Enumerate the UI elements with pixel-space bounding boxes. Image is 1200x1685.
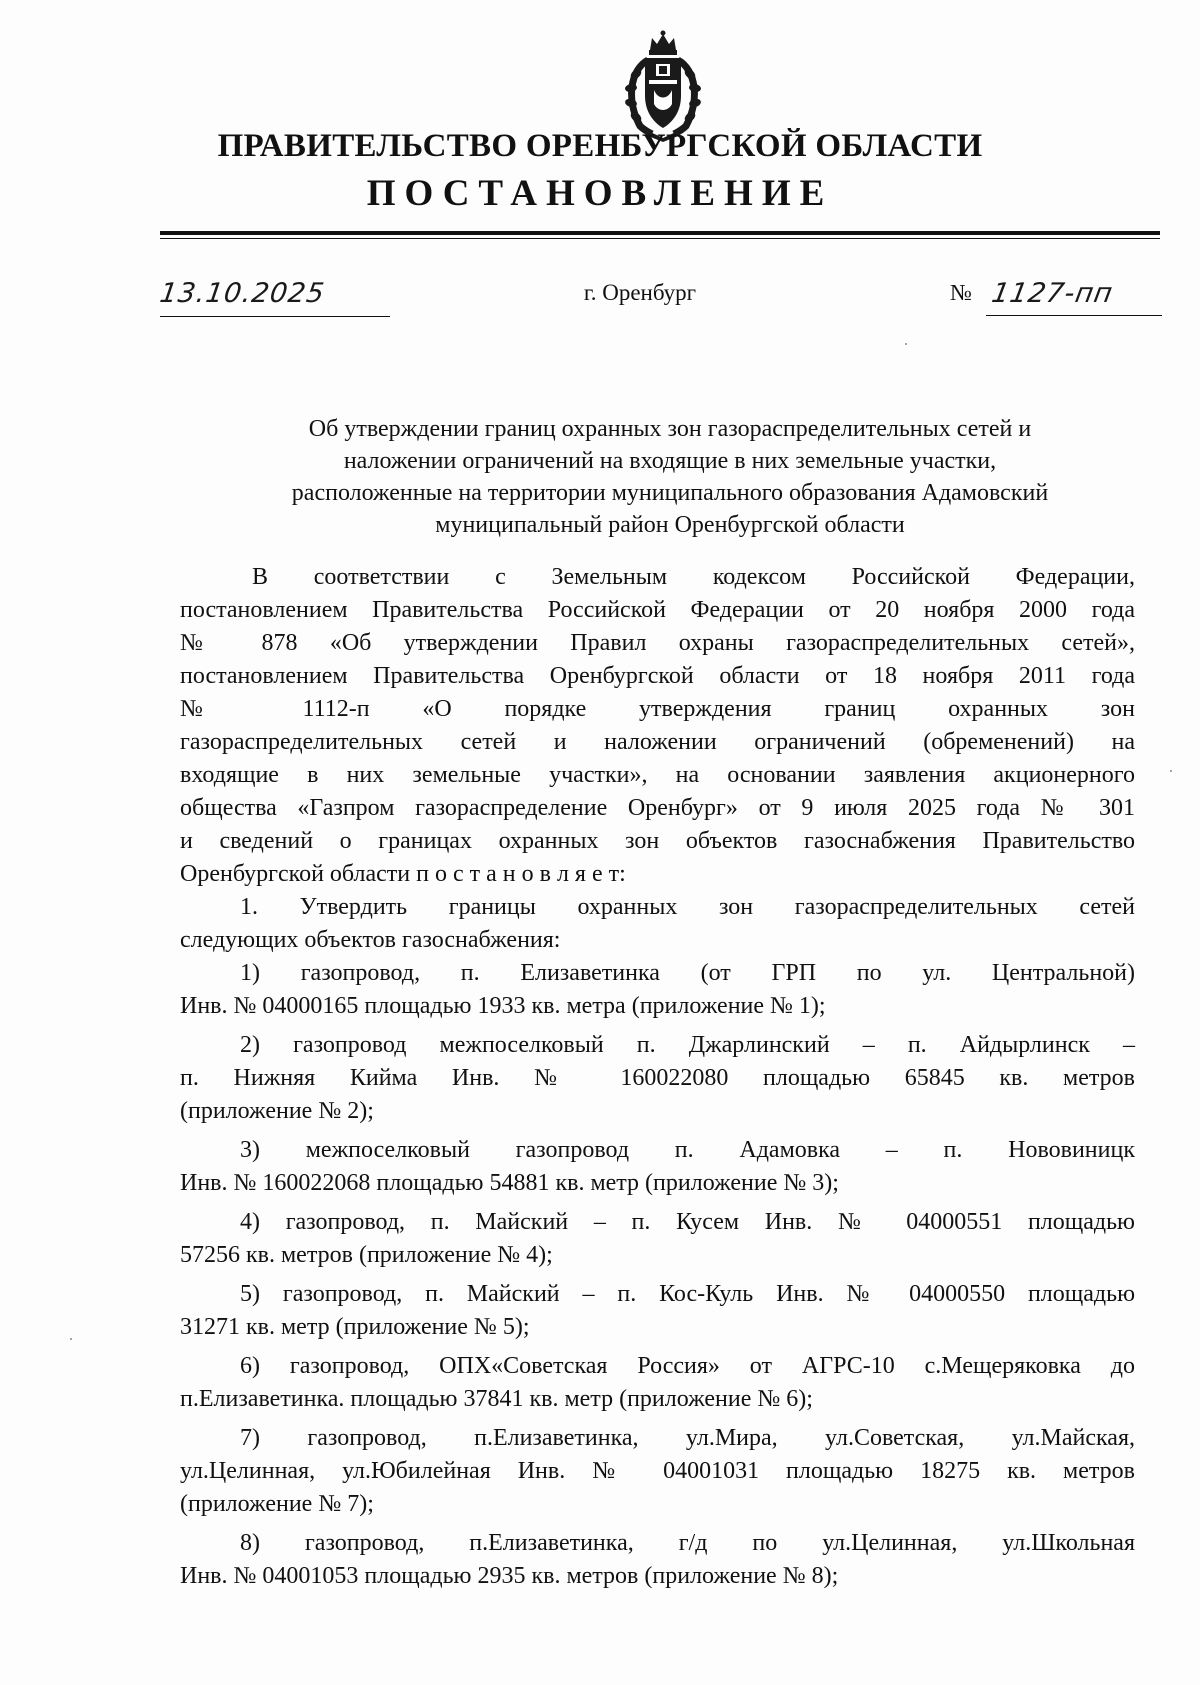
- item-1-line: 1. Утвердить границы охранных зон газораспределительных сетей: [240, 894, 1135, 920]
- preamble-line: входящие в них земельные участки», на основании заявления акционерного: [180, 762, 1135, 788]
- decree-subject: [180, 413, 1160, 541]
- subitem-line: 31271 кв. метр (приложение № 5);: [180, 1314, 530, 1340]
- preamble-line: и сведений о границах охранных зон объектов газоснабжения Правительство: [180, 828, 1135, 854]
- subitem-line: (приложение № 2);: [180, 1098, 374, 1124]
- subitem-line: 2) газопровод межпоселковый п. Джарлинский – п. Айдырлинск –: [240, 1032, 1135, 1058]
- header-rule-thin: [160, 238, 1160, 239]
- decree-date: 13.10.2025: [157, 278, 327, 309]
- decree-preamble: [180, 561, 1135, 1593]
- government-name: ПРАВИТЕЛЬСТВО ОРЕНБУРГСКОЙ ОБЛАСТИ: [217, 128, 983, 164]
- subitem-line: (приложение № 7);: [180, 1491, 374, 1517]
- subitem-line: Инв. № 160022068 площадью 54881 кв. метр (приложение № 3);: [180, 1170, 839, 1196]
- subitem-line: 57256 кв. метров (приложение № 4);: [180, 1242, 553, 1268]
- header-rule-thick: [160, 231, 1160, 235]
- subitem-line: п. Нижняя Кийма Инв. № 160022080 площадью 65845 кв. метров: [180, 1065, 1135, 1091]
- subject-line: Об утверждении границ охранных зон газораспределительных сетей и: [308, 416, 1032, 442]
- subitem-line: 7) газопровод, п.Елизаветинка, ул.Мира, ул.Советская, ул.Майская,: [240, 1425, 1135, 1451]
- decree-city: г. Оренбург: [583, 280, 697, 305]
- subject-line: расположенные на территории муниципального образования Адамовский: [291, 480, 1049, 506]
- preamble-line: № 1112-п «О порядке утверждения границ охранных зон: [180, 696, 1135, 722]
- preamble-line: постановлением Правительства Российской Федерации от 20 ноября 2000 года: [180, 597, 1135, 623]
- decree-number-label: №: [950, 280, 972, 305]
- subitem-line: Инв. № 04001053 площадью 2935 кв. метров (приложение № 8);: [180, 1563, 839, 1589]
- decree-date-field: [157, 276, 390, 317]
- decree-number-underline: [986, 315, 1162, 316]
- subject-line: наложении ограничений на входящие в них земельные участки,: [343, 448, 997, 474]
- subitem-line: 1) газопровод, п. Елизаветинка (от ГРП по ул. Центральной): [240, 960, 1135, 986]
- subitem-line: 4) газопровод, п. Майский – п. Кусем Инв. № 04000551 площадью: [240, 1209, 1135, 1235]
- preamble-line: газораспределительных сетей и наложении ограничений (обременений) на: [180, 729, 1135, 755]
- subitem-line: Инв. № 04000165 площадью 1933 кв. метра (приложение № 1);: [180, 993, 826, 1019]
- subitem-line: 6) газопровод, ОПХ«Советская Россия» от АГРС-10 с.Мещеряковка до: [240, 1353, 1135, 1379]
- preamble-line: № 878 «Об утверждении Правил охраны газораспределительных сетей»,: [180, 630, 1135, 656]
- subitem-line: 8) газопровод, п.Елизаветинка, г/д по ул.Целинная, ул.Школьная: [240, 1530, 1135, 1556]
- orenburg-coat-of-arms-icon: [618, 30, 708, 142]
- scan-speck: [905, 343, 907, 345]
- subitem-line: ул.Целинная, ул.Юбилейная Инв. № 04001031 площадью 18275 кв. метров: [180, 1458, 1135, 1484]
- decree-number-field: [950, 276, 1162, 316]
- item-1-line: следующих объектов газоснабжения:: [180, 927, 561, 953]
- subitem-line: 3) межпоселковый газопровод п. Адамовка – п. Нововиницк: [240, 1137, 1135, 1163]
- document-type: ПОСТАНОВЛЕНИЕ: [366, 173, 834, 214]
- decree-number: 1127-пп: [989, 278, 1116, 309]
- subitem-line: 5) газопровод, п. Майский – п. Кос-Куль Инв. № 04000550 площадью: [240, 1281, 1135, 1307]
- preamble-line: постановлением Правительства Оренбургской области от 18 ноября 2011 года: [180, 663, 1135, 689]
- scan-speck: [70, 1338, 72, 1340]
- preamble-line: общества «Газпром газораспределение Оренбург» от 9 июля 2025 года № 301: [180, 795, 1135, 821]
- scan-speck: [1170, 770, 1172, 772]
- preamble-line: В соответствии с Земельным кодексом Российской Федерации,: [252, 564, 1135, 590]
- preamble-line: Оренбургской области п о с т а н о в л я е т:: [180, 861, 626, 887]
- subject-line: муниципальный район Оренбургской области: [435, 512, 905, 538]
- subitem-line: п.Елизаветинка. площадью 37841 кв. метр (приложение № 6);: [180, 1386, 813, 1412]
